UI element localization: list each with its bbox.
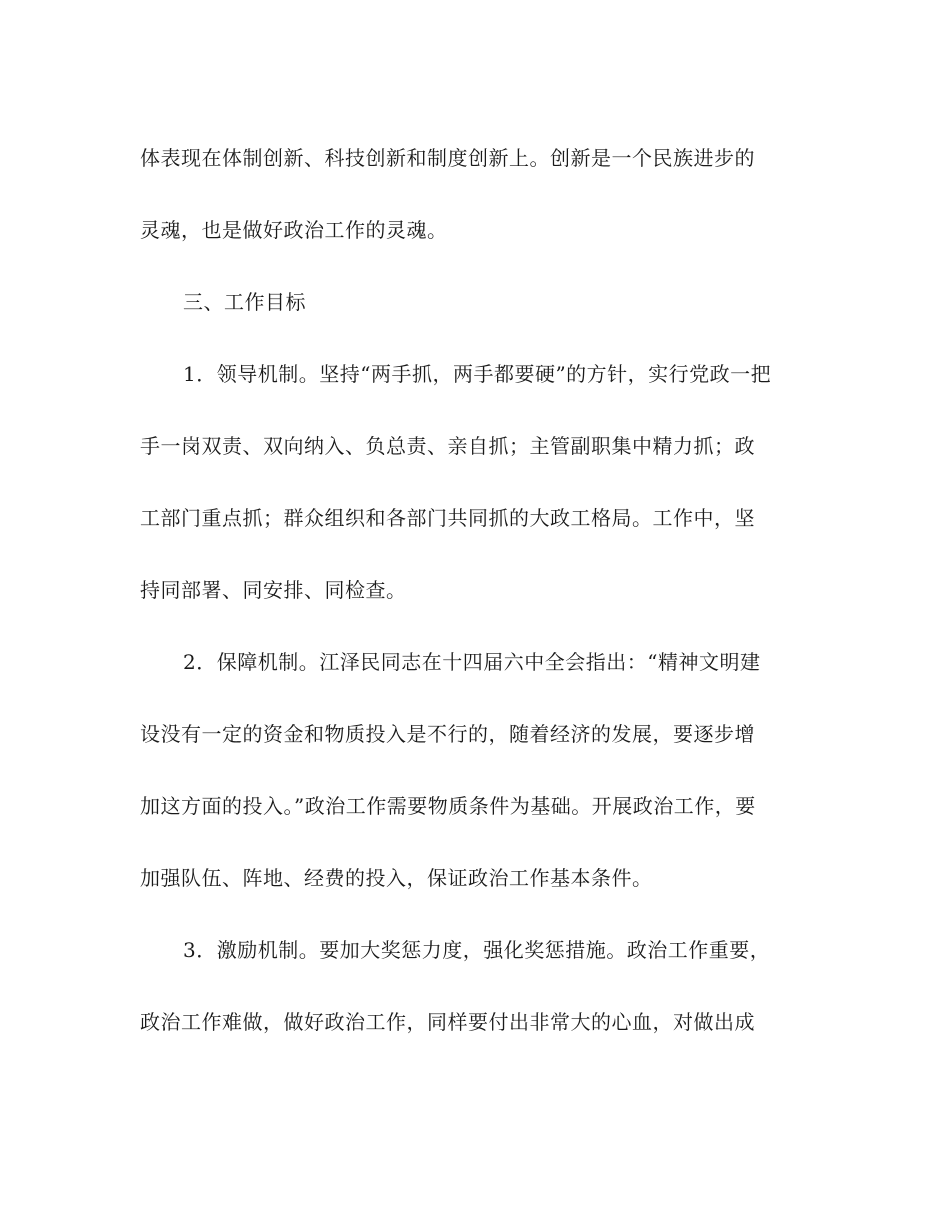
paragraph-line-13: 政治工作难做，做好政治工作，同样要付出非常大的心血，对做出成 xyxy=(140,1010,755,1034)
paragraph-line-2: 灵魂，也是做好政治工作的灵魂。 xyxy=(140,218,448,242)
paragraph-line-1: 体表现在体制创新、科技创新和制度创新上。创新是一个民族进步的 xyxy=(140,146,755,170)
section-heading: 三、工作目标 xyxy=(183,290,306,314)
paragraph-line-6: 工部门重点抓；群众组织和各部门共同抓的大政工格局。工作中，坚 xyxy=(140,506,755,530)
paragraph-line-11: 加强队伍、阵地、经费的投入，保证政治工作基本条件。 xyxy=(140,866,653,890)
paragraph-line-12: 3．激励机制。要加大奖惩力度，强化奖惩措施。政治工作重要， xyxy=(183,938,771,962)
paragraph-line-4: 1．领导机制。坚持“两手抓，两手都要硬”的方针，实行党政一把 xyxy=(183,362,772,386)
paragraph-line-7: 持同部署、同安排、同检查。 xyxy=(140,578,407,602)
paragraph-line-9: 设没有一定的资金和物质投入是不行的，随着经济的发展，要逐步增 xyxy=(140,722,755,746)
paragraph-line-5: 手一岗双责、双向纳入、负总责、亲自抓；主管副职集中精力抓；政 xyxy=(140,434,755,458)
paragraph-line-8: 2．保障机制。江泽民同志在十四届六中全会指出：“精神文明建 xyxy=(183,650,761,674)
paragraph-line-10: 加这方面的投入。”政治工作需要物质条件为基础。开展政治工作，要 xyxy=(140,794,756,818)
